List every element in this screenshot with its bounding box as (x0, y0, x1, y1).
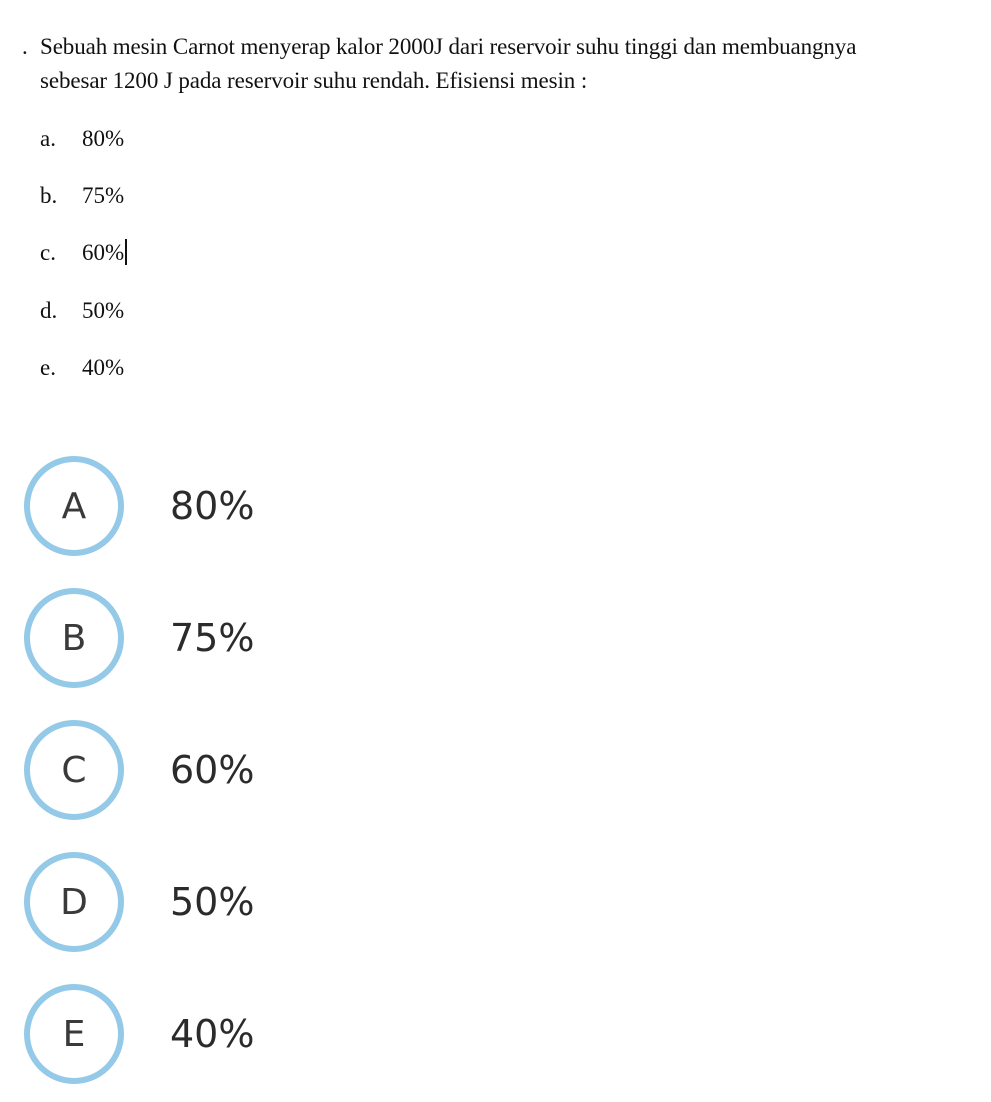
choice-radio-circle[interactable] (24, 456, 124, 556)
question-option-letter: a. (40, 126, 56, 151)
question-option-letter: b. (40, 183, 58, 208)
answer-choice-a[interactable] (24, 456, 624, 556)
question-option-b (40, 181, 124, 211)
question-option-letter: e. (40, 355, 56, 380)
answer-choice-d[interactable] (24, 852, 624, 952)
choice-radio-circle[interactable] (24, 852, 124, 952)
choice-letter: D (60, 881, 88, 923)
choice-text: 50% (170, 880, 255, 924)
answer-choice-b[interactable] (24, 588, 624, 688)
choice-letter: B (61, 617, 87, 659)
question-option-value: 40% (82, 355, 125, 380)
choice-letter: E (62, 1013, 86, 1055)
question-option-value: 50% (82, 298, 125, 323)
question-option-d (40, 296, 124, 326)
question-option-value: 80% (82, 126, 125, 151)
choice-radio-circle[interactable] (24, 720, 124, 820)
choice-text: 60% (170, 748, 255, 792)
choice-letter: A (61, 485, 87, 527)
question-line-2: sebesar 1200 J pada reservoir suhu rendah. Efisiensi mesin : (40, 68, 588, 93)
choice-radio-circle[interactable] (24, 984, 124, 1084)
choice-letter: C (61, 749, 87, 791)
question-option-e (40, 353, 124, 383)
choice-text: 75% (170, 616, 255, 660)
question-text-line-1 (22, 32, 856, 62)
question-line-1: Sebuah mesin Carnot menyerap kalor 2000J dari reservoir suhu tinggi dan membuangnya (40, 34, 857, 59)
answer-choice-c[interactable] (24, 720, 624, 820)
question-option-value: 60% (82, 240, 125, 265)
choice-text: 40% (170, 1012, 255, 1056)
text-cursor (125, 239, 127, 265)
question-image (0, 0, 991, 420)
choice-radio-circle[interactable] (24, 588, 124, 688)
question-option-c (40, 238, 127, 268)
question-option-a (40, 124, 124, 154)
question-option-letter: d. (40, 298, 58, 323)
question-bullet: . (22, 34, 28, 59)
choice-text: 80% (170, 484, 255, 528)
answer-choice-e[interactable] (24, 984, 624, 1084)
question-option-value: 75% (82, 183, 125, 208)
question-option-letter: c. (40, 240, 56, 265)
